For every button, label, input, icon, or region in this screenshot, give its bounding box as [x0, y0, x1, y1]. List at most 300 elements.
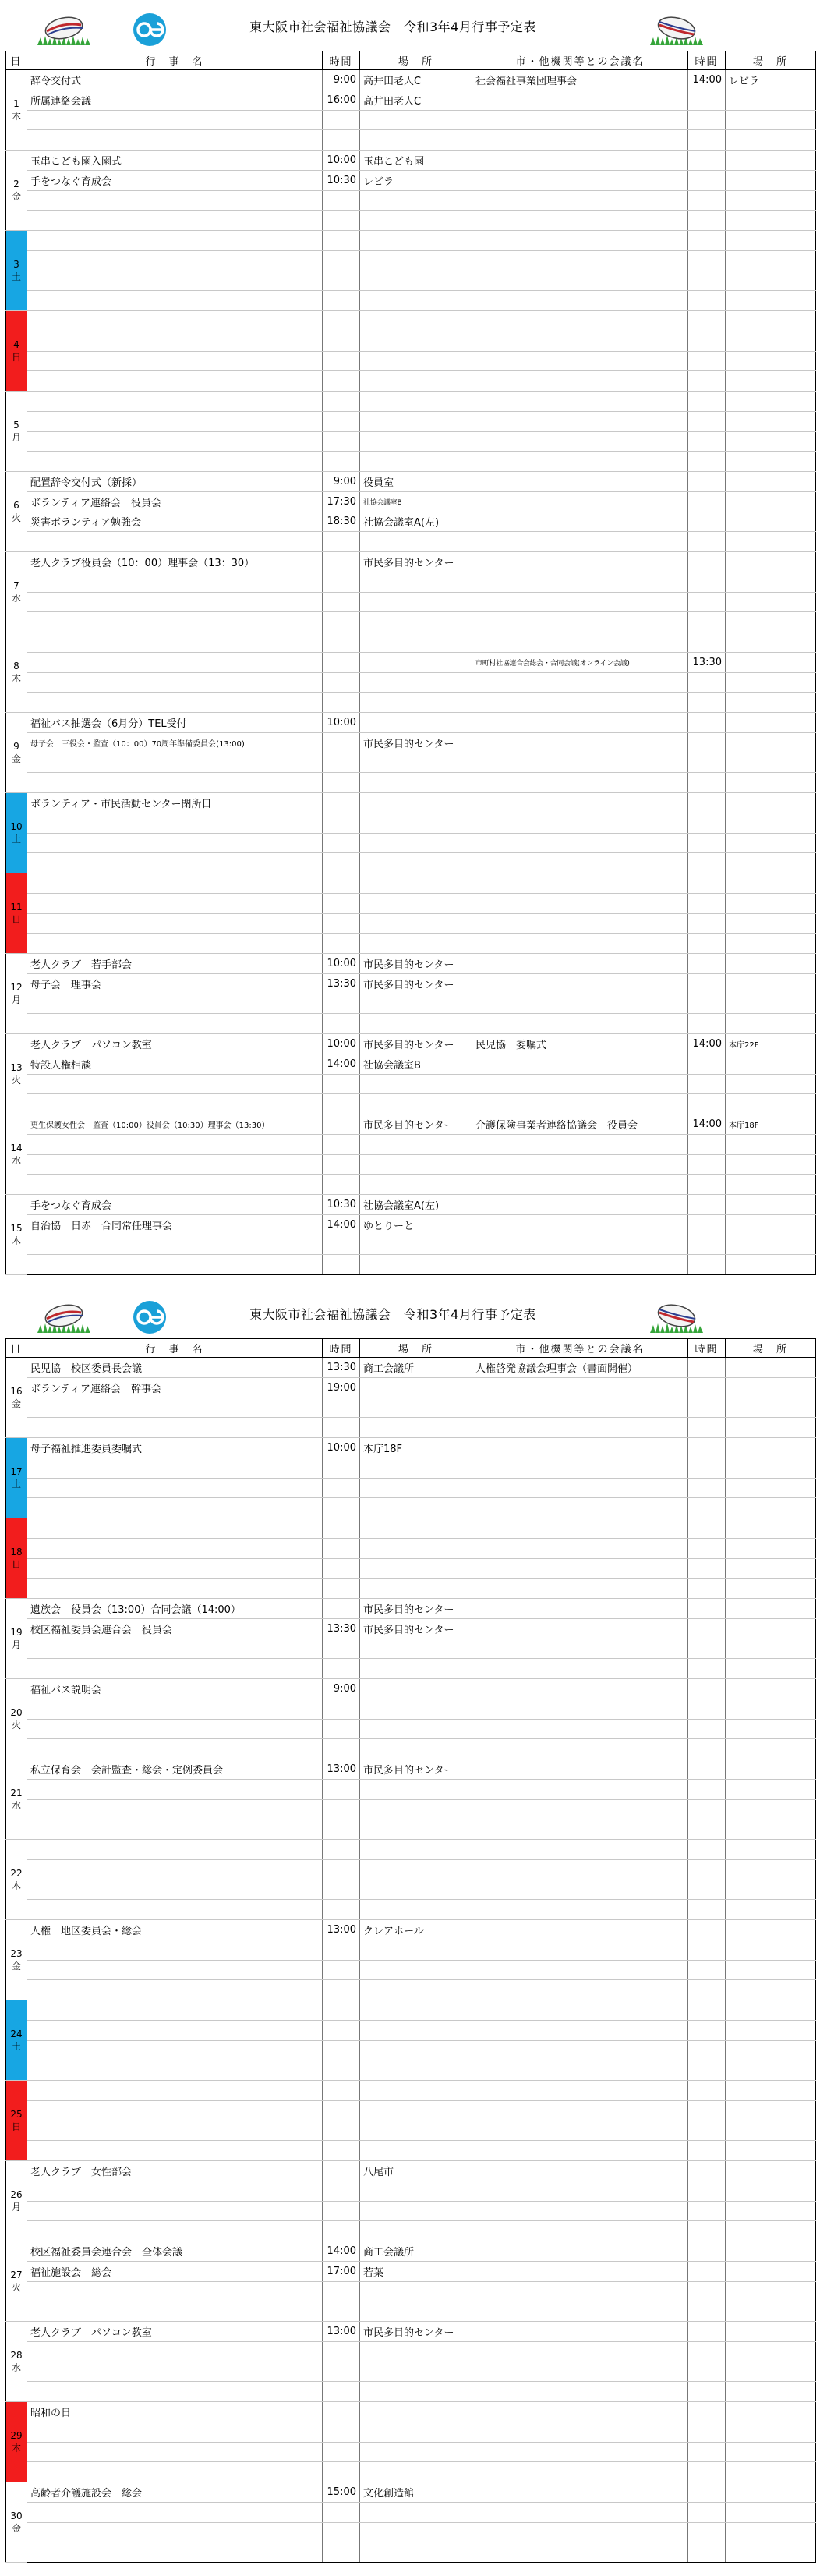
place-cell: 社協会議室B: [360, 1054, 472, 1074]
place-cell: [360, 893, 472, 913]
meeting-time-cell: [688, 250, 726, 271]
place-cell: 市民多目的センター: [360, 973, 472, 994]
time-cell: [323, 211, 360, 231]
weekday-label: 水: [11, 1800, 21, 1811]
table-row: [6, 2362, 816, 2382]
meeting-cell: [472, 130, 688, 151]
day-number: 23: [10, 1948, 23, 1959]
day-cell: [6, 392, 27, 472]
time-cell: 10:00: [323, 1034, 360, 1054]
meeting-cell: [472, 1859, 688, 1880]
event-cell: [27, 2100, 323, 2121]
meeting-time-cell: [688, 1618, 726, 1639]
table-row: [6, 532, 816, 552]
event-cell: 老人クラブ パソコン教室: [27, 1034, 323, 1054]
meeting-time-cell: [688, 1799, 726, 1819]
meeting-cell: [472, 2482, 688, 2503]
time-cell: [323, 672, 360, 693]
place-cell: [360, 411, 472, 431]
meeting-cell: [472, 472, 688, 492]
meeting-time-cell: [688, 2542, 726, 2563]
day-number: 28: [10, 2350, 23, 2361]
meeting-cell: [472, 954, 688, 974]
place-cell: [360, 1980, 472, 2000]
event-cell: [27, 2141, 323, 2161]
meeting-cell: [472, 1154, 688, 1175]
weekday-label: 土: [11, 271, 21, 282]
meeting-cell: [472, 1819, 688, 1840]
time-cell: [323, 1639, 360, 1659]
day-number: 11: [10, 902, 23, 912]
weekday-label: 月: [11, 994, 21, 1005]
meeting-cell: [472, 994, 688, 1014]
table-row: [6, 1940, 816, 1960]
event-cell: [27, 1175, 323, 1195]
weekday-label: 月: [11, 2202, 21, 2213]
meeting-place-cell: [726, 331, 816, 351]
meeting-place-cell: [726, 1538, 816, 1558]
table-row: [6, 1195, 816, 1215]
meeting-place-cell: [726, 612, 816, 632]
place-cell: [360, 1538, 472, 1558]
meeting-time-cell: [688, 1358, 726, 1378]
time-cell: [323, 2462, 360, 2482]
day-number: 16: [10, 1386, 23, 1397]
time-cell: [323, 2060, 360, 2081]
day-number: 4: [13, 339, 19, 350]
day-cell: [6, 2402, 27, 2482]
day-cell: [6, 2161, 27, 2241]
meeting-cell: [472, 1940, 688, 1960]
event-cell: [27, 2522, 323, 2542]
time-cell: [323, 632, 360, 653]
time-cell: 13:00: [323, 1920, 360, 1940]
meeting-time-cell: [688, 773, 726, 793]
place-cell: [360, 833, 472, 853]
day-number: 21: [10, 1788, 23, 1798]
event-cell: 遺族会 役員会（13:00）合同会議（14:00）: [27, 1599, 323, 1619]
table-row: [6, 250, 816, 271]
event-cell: [27, 452, 323, 472]
meeting-place-cell: [726, 1779, 816, 1799]
meeting-time-cell: [688, 994, 726, 1014]
header-place: 場 所: [360, 51, 472, 70]
meeting-cell: [472, 2221, 688, 2241]
event-cell: [27, 2422, 323, 2442]
table-row: [6, 592, 816, 612]
event-cell: 母子会 理事会: [27, 973, 323, 994]
table-row: [6, 552, 816, 572]
place-cell: 市民多目的センター: [360, 1114, 472, 1135]
table-row: [6, 1014, 816, 1034]
rugby-ball-icon: [36, 1299, 92, 1334]
table-row: [6, 70, 816, 90]
time-cell: [323, 934, 360, 954]
schedule-body: [6, 1358, 816, 2563]
table-row: [6, 1840, 816, 1860]
weekday-label: 土: [11, 834, 21, 845]
place-cell: [360, 994, 472, 1014]
meeting-place-cell: [726, 934, 816, 954]
meeting-cell: [472, 1458, 688, 1478]
weekday-label: 火: [11, 1075, 21, 1086]
day-cell: [6, 873, 27, 954]
place-cell: [360, 2100, 472, 2121]
meeting-time-cell: [688, 211, 726, 231]
place-cell: [360, 431, 472, 452]
event-cell: [27, 532, 323, 552]
time-cell: [323, 351, 360, 371]
meeting-place-cell: [726, 2341, 816, 2362]
meeting-time-cell: [688, 1458, 726, 1478]
meeting-cell: [472, 110, 688, 130]
meeting-time-cell: [688, 853, 726, 873]
table-row: [6, 1980, 816, 2000]
place-cell: [360, 311, 472, 331]
meeting-place-cell: [726, 1094, 816, 1114]
event-cell: [27, 2201, 323, 2221]
event-cell: 老人クラブ役員会（10：00）理事会（13：30）: [27, 552, 323, 572]
place-cell: 市民多目的センター: [360, 2322, 472, 2342]
meeting-time-cell: [688, 954, 726, 974]
meeting-time-cell: [688, 2322, 726, 2342]
table-row: [6, 231, 816, 251]
header-day: 日: [6, 51, 27, 70]
meeting-time-cell: [688, 371, 726, 392]
meeting-cell: [472, 311, 688, 331]
day-number: 18: [10, 1547, 23, 1557]
meeting-cell: [472, 291, 688, 311]
table-row: [6, 90, 816, 110]
table-row: [6, 1438, 816, 1458]
day-number: 5: [13, 420, 19, 431]
time-cell: [323, 331, 360, 351]
place-cell: [360, 1418, 472, 1438]
meeting-cell: [472, 1518, 688, 1539]
meeting-cell: [472, 1799, 688, 1819]
meeting-place-cell: [726, 1980, 816, 2000]
meeting-place-cell: [726, 452, 816, 472]
meeting-time-cell: [688, 1538, 726, 1558]
day-number: 9: [13, 741, 19, 752]
meeting-cell: [472, 1054, 688, 1074]
meeting-time-cell: [688, 1558, 726, 1579]
time-cell: [323, 2121, 360, 2141]
place-cell: [360, 2442, 472, 2462]
meeting-place-cell: [726, 954, 816, 974]
day-cell: [6, 70, 27, 151]
meeting-place-cell: [726, 1799, 816, 1819]
place-cell: [360, 813, 472, 833]
place-cell: [360, 291, 472, 311]
meeting-cell: [472, 2040, 688, 2060]
meeting-place-cell: [726, 1054, 816, 1074]
table-row: [6, 753, 816, 773]
event-cell: [27, 1799, 323, 1819]
page-header: [0, 1288, 820, 1338]
event-cell: [27, 211, 323, 231]
header-event: 行 事 名: [27, 51, 323, 70]
meeting-cell: [472, 813, 688, 833]
event-cell: [27, 1134, 323, 1154]
time-cell: [323, 2221, 360, 2241]
meeting-time-cell: [688, 2241, 726, 2262]
place-cell: [360, 1518, 472, 1539]
meeting-time-cell: [688, 833, 726, 853]
time-cell: [323, 2100, 360, 2121]
time-cell: [323, 371, 360, 392]
event-cell: [27, 1699, 323, 1719]
meeting-cell: [472, 1418, 688, 1438]
table-row: [6, 130, 816, 151]
time-cell: [323, 532, 360, 552]
place-cell: 玉串こども園: [360, 151, 472, 171]
time-cell: [323, 452, 360, 472]
meeting-place-cell: [726, 893, 816, 913]
time-cell: [323, 2020, 360, 2040]
time-cell: [323, 1014, 360, 1034]
meeting-time-cell: [688, 1900, 726, 1920]
meeting-time-cell: [688, 2442, 726, 2462]
event-cell: [27, 632, 323, 653]
event-cell: [27, 2000, 323, 2021]
place-cell: [360, 1840, 472, 1860]
table-row: [6, 2462, 816, 2482]
event-cell: 校区福祉委員会連合会 全体会議: [27, 2241, 323, 2262]
event-cell: [27, 652, 323, 672]
event-cell: 災害ボランティア勉強会: [27, 512, 323, 532]
table-row: [6, 1558, 816, 1579]
day-cell: [6, 1679, 27, 1759]
table-row: [6, 1134, 816, 1154]
place-cell: [360, 572, 472, 592]
table-row: [6, 1478, 816, 1498]
time-cell: 14:00: [323, 1214, 360, 1235]
place-cell: [360, 532, 472, 552]
weekday-label: 木: [11, 673, 21, 684]
place-cell: 市民多目的センター: [360, 1759, 472, 1780]
table-row: [6, 672, 816, 693]
meeting-time-cell: [688, 713, 726, 733]
meeting-cell: [472, 1478, 688, 1498]
time-cell: 9:00: [323, 70, 360, 90]
meeting-place-cell: [726, 211, 816, 231]
event-cell: [27, 833, 323, 853]
time-cell: 9:00: [323, 1679, 360, 1699]
table-row: [6, 713, 816, 733]
time-cell: 14:00: [323, 1054, 360, 1074]
place-cell: クレアホール: [360, 1920, 472, 1940]
meeting-cell: [472, 331, 688, 351]
meeting-place-cell: [726, 693, 816, 713]
event-cell: [27, 291, 323, 311]
table-row: [6, 2181, 816, 2201]
time-cell: [323, 1900, 360, 1920]
place-cell: [360, 331, 472, 351]
table-row: [6, 190, 816, 211]
place-cell: [360, 2402, 472, 2422]
event-cell: [27, 1458, 323, 1478]
meeting-time-cell: [688, 2040, 726, 2060]
day-number: 2: [13, 179, 19, 190]
time-cell: 13:30: [323, 1358, 360, 1378]
event-cell: 母子福祉推進委員委嘱式: [27, 1438, 323, 1458]
weekday-label: 金: [11, 2523, 21, 2534]
meeting-time-cell: [688, 1195, 726, 1215]
time-cell: [323, 2422, 360, 2442]
time-cell: [323, 1859, 360, 1880]
meeting-cell: [472, 1900, 688, 1920]
event-cell: [27, 2121, 323, 2141]
meeting-cell: [472, 452, 688, 472]
event-cell: [27, 2281, 323, 2301]
meeting-time-cell: [688, 1719, 726, 1739]
time-cell: [323, 130, 360, 151]
time-cell: [323, 1074, 360, 1094]
place-cell: [360, 392, 472, 412]
meeting-cell: [472, 2261, 688, 2281]
time-cell: [323, 190, 360, 211]
time-cell: [323, 2542, 360, 2563]
table-row: [6, 211, 816, 231]
table-row: [6, 371, 816, 392]
meeting-time-cell: [688, 411, 726, 431]
event-cell: [27, 2301, 323, 2322]
event-cell: [27, 592, 323, 612]
meeting-time-cell: [688, 913, 726, 934]
meeting-cell: [472, 2020, 688, 2040]
meeting-cell: [472, 552, 688, 572]
meeting-place-cell: [726, 1679, 816, 1699]
header-time-2: 時間: [688, 1339, 726, 1358]
event-cell: [27, 1819, 323, 1840]
day-cell: [6, 552, 27, 632]
time-cell: [323, 1558, 360, 1579]
meeting-place-cell: [726, 2141, 816, 2161]
meeting-time-cell: [688, 693, 726, 713]
meeting-cell: [472, 2281, 688, 2301]
meeting-cell: [472, 1920, 688, 1940]
time-cell: [323, 2362, 360, 2382]
place-cell: 商工会議所: [360, 1358, 472, 1378]
event-cell: [27, 1840, 323, 1860]
schedule-table: [5, 1338, 816, 2563]
time-cell: [323, 693, 360, 713]
event-cell: [27, 1779, 323, 1799]
place-cell: [360, 652, 472, 672]
place-cell: [360, 2040, 472, 2060]
table-row: [6, 491, 816, 512]
meeting-place-cell: [726, 1134, 816, 1154]
meeting-time-cell: [688, 2341, 726, 2362]
meeting-place-cell: [726, 1719, 816, 1739]
event-cell: [27, 130, 323, 151]
day-cell: [6, 311, 27, 392]
meeting-time-cell: [688, 1819, 726, 1840]
day-number: 24: [10, 2029, 23, 2039]
meeting-time-cell: [688, 2020, 726, 2040]
place-cell: [360, 2121, 472, 2141]
meeting-cell: [472, 1498, 688, 1518]
meeting-cell: [472, 2402, 688, 2422]
meeting-place-cell: [726, 291, 816, 311]
meeting-time-cell: [688, 2000, 726, 2021]
table-row: [6, 1255, 816, 1275]
meeting-place-cell: [726, 2422, 816, 2442]
table-row: [6, 110, 816, 130]
time-cell: [323, 1940, 360, 1960]
place-cell: [360, 211, 472, 231]
meeting-cell: [472, 693, 688, 713]
meeting-cell: [472, 1579, 688, 1599]
time-cell: [323, 2181, 360, 2201]
meeting-place-cell: [726, 1960, 816, 1980]
event-cell: [27, 2502, 323, 2522]
weekday-label: 水: [11, 593, 21, 604]
time-cell: [323, 833, 360, 853]
place-cell: [360, 1739, 472, 1759]
meeting-place-cell: [726, 973, 816, 994]
table-row: [6, 512, 816, 532]
table-row: [6, 2482, 816, 2503]
day-cell: [6, 1034, 27, 1114]
meeting-cell: 社会福祉事業団理事会: [472, 70, 688, 90]
place-cell: 市民多目的センター: [360, 1599, 472, 1619]
time-cell: [323, 2341, 360, 2362]
day-number: 8: [13, 661, 19, 671]
table-row: [6, 271, 816, 291]
place-cell: [360, 1094, 472, 1114]
event-cell: 老人クラブ 若手部会: [27, 954, 323, 974]
event-cell: [27, 1498, 323, 1518]
meeting-place-cell: [726, 491, 816, 512]
place-cell: [360, 2422, 472, 2442]
time-cell: 10:30: [323, 170, 360, 190]
event-cell: [27, 773, 323, 793]
day-number: 17: [10, 1466, 23, 1477]
place-cell: [360, 1639, 472, 1659]
meeting-cell: [472, 1438, 688, 1458]
time-cell: [323, 1779, 360, 1799]
place-cell: [360, 1498, 472, 1518]
day-number: 29: [10, 2430, 23, 2441]
meeting-place-cell: [726, 2442, 816, 2462]
time-cell: 18:30: [323, 512, 360, 532]
event-cell: [27, 431, 323, 452]
place-cell: [360, 1579, 472, 1599]
table-row: [6, 632, 816, 653]
event-cell: [27, 2382, 323, 2402]
time-cell: [323, 1235, 360, 1255]
meeting-cell: [472, 1840, 688, 1860]
meeting-place-cell: [726, 2100, 816, 2121]
time-cell: [323, 1255, 360, 1275]
place-cell: [360, 1134, 472, 1154]
meeting-place-cell: [726, 1659, 816, 1679]
time-cell: [323, 1880, 360, 1900]
meeting-cell: [472, 90, 688, 110]
event-cell: [27, 1538, 323, 1558]
meeting-time-cell: 14:00: [688, 70, 726, 90]
meeting-time-cell: [688, 1759, 726, 1780]
weekday-label: 日: [11, 352, 21, 363]
meeting-place-cell: [726, 1498, 816, 1518]
place-cell: [360, 2341, 472, 2362]
meeting-place-cell: [726, 1639, 816, 1659]
meeting-place-cell: [726, 90, 816, 110]
meeting-cell: [472, 1739, 688, 1759]
table-row: [6, 652, 816, 672]
